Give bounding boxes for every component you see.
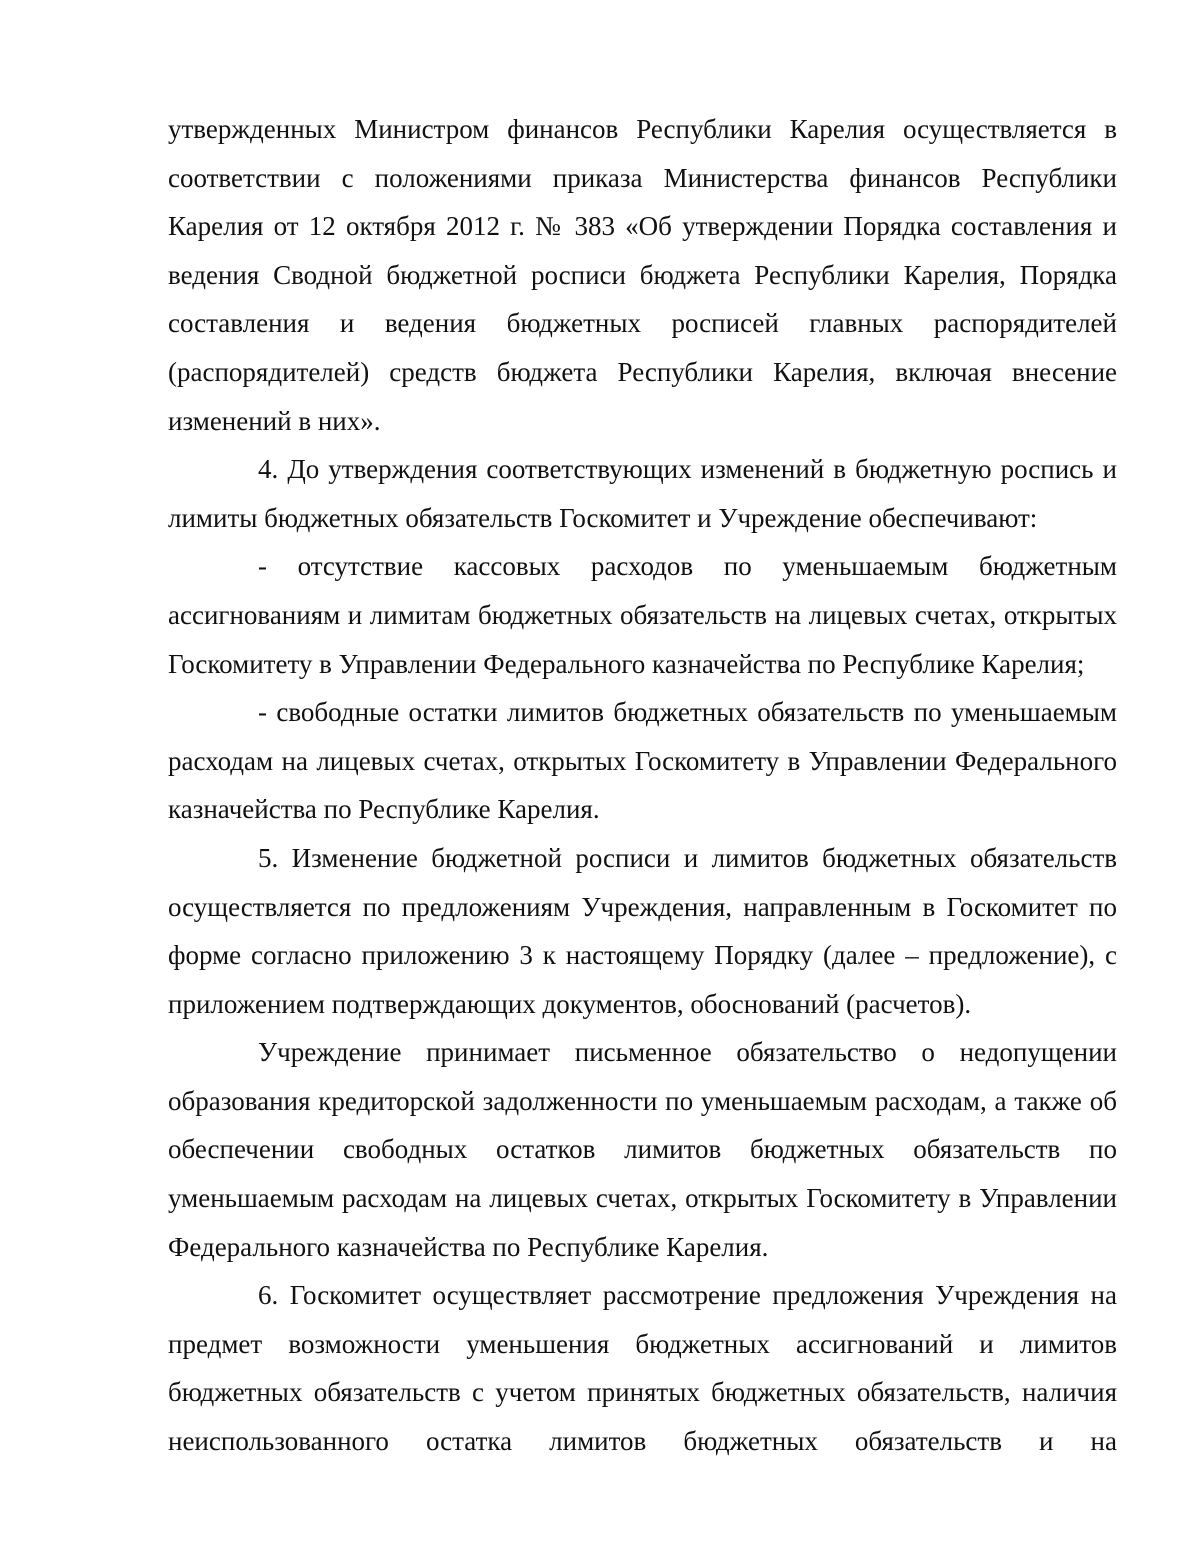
paragraph-continuation: утвержденных Министром финансов Республики Карелия осуществляется в соответствии с положениями приказа Министерства финансов Республики Карелия от 12 октября 2012 г. № 383 «Об утверждении Порядка составления и ведения Сводной бюджетной росписи бюджета Республики Карелия, Порядка составления и ведения бюджетных росписей главных распорядителей (распорядителей) средств бюджета Республики Карелия, включая внесение изменений в них». bbox=[168, 114, 1117, 436]
paragraph-item-6: 6. Госкомитет осуществляет рассмотрение предложения Учреждения на предмет возможности уменьшения бюджетных ассигнований и лимитов бюджетных обязательств с учетом принятых бюджетных обязательств, наличия неиспользованного остатка лимитов бюджетных обязательств и на bbox=[168, 1280, 1117, 1457]
paragraph-bullet-free-balances: - свободные остатки лимитов бюджетных обязательств по уменьшаемым расходам на лицевых счетах, открытых Госкомитету в Управлении Федерального казначейства по Республике Карелия. bbox=[168, 697, 1117, 825]
paragraph-item-5: 5. Изменение бюджетной росписи и лимитов бюджетных обязательств осуществляется по предложениям Учреждения, направленным в Госкомитет по форме согласно приложению 3 к настоящему Порядку (далее – предложение), с приложением подтверждающих документов, обоснований (расчетов). bbox=[168, 842, 1117, 1019]
paragraph-bullet-cash-expenses: - отсутствие кассовых расходов по уменьшаемым бюджетным ассигнованиям и лимитам бюджетных обязательств на лицевых счетах, открытых Госкомитету в Управлении Федерального казначейства по Республике Карелия; bbox=[168, 551, 1117, 679]
paragraph-institution-obligation: Учреждение принимает письменное обязательство о недопущении образования кредиторской задолженности по уменьшаемым расходам, а также об обеспечении свободных остатков лимитов бюджетных обязательств по уменьшаемым расходам на лицевых счетах, открытых Госкомитету в Управлении Федерального казначейства по Республике Карелия. bbox=[168, 1037, 1117, 1262]
paragraph-item-4: 4. До утверждения соответствующих изменений в бюджетную роспись и лимиты бюджетных обязательств Госкомитет и Учреждение обеспечивают: bbox=[168, 454, 1117, 533]
document-page bbox=[168, 105, 1117, 1466]
